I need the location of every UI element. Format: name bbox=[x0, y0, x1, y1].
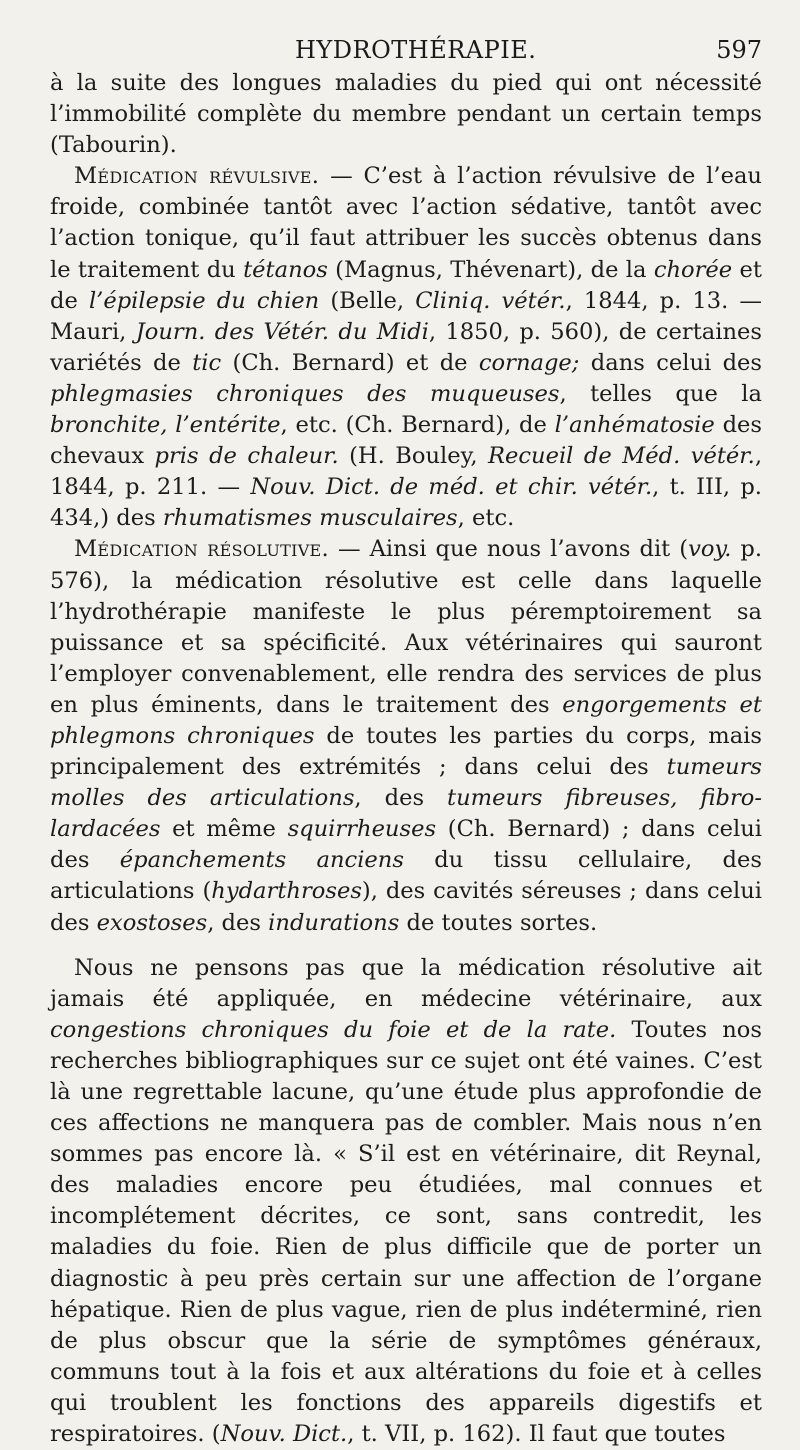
italic-text: tic bbox=[192, 349, 222, 376]
page-header bbox=[50, 28, 762, 68]
italic-text: engorgements et phlegmons chroniques bbox=[50, 691, 762, 749]
text-run: et de bbox=[50, 256, 762, 314]
paragraph-tabourin bbox=[50, 68, 762, 161]
text-run: , etc. bbox=[457, 505, 515, 532]
text-run: Nous ne pensons pas que la médication résolutive ait jamais été appliquée, en médecine vétérinaire, aux bbox=[50, 954, 762, 1012]
text-run: , 1844, p. 211. — bbox=[50, 443, 762, 501]
text-run: (Ch. Bernard) ; dans celui des bbox=[50, 816, 762, 874]
text-run: de toutes les parties du corps, mais principalement des extrémités ; dans celui des bbox=[50, 722, 763, 781]
italic-text: Cliniq. vétér. bbox=[415, 287, 566, 314]
text-run: Toutes nos recherches bibliographiques sur ce sujet ont été vaines. C’est là une regrettable lacune, qu’une étude plus approfondie de ces affections ne manquera pas de combler. Mais nous n’en sommes pas encore là. « S’il est en vétérinaire, dit Reynal, des maladies encore peu étudiées, mal connues et incomplétement décrites, ce sont, sans contredit, les maladies du foie. Rien de plus difficile que de porter un diagnostic à peu près certain sur une affection de l’organe hépatique. Rien de plus vague, rien de plus indéterminé, rien de plus obscur que la série de symptômes généraux, communs tout à la fois et aux altérations du foie et à celles qui troublent les fonctions des appareils digestifs et respiratoires. ( bbox=[50, 1016, 762, 1448]
text-run: , 1850, p. 560), de certaines variétés de bbox=[50, 318, 763, 376]
text-run: — Ainsi que nous l’avons dit ( bbox=[329, 536, 689, 563]
italic-text: voy. bbox=[688, 536, 732, 563]
text-run: du tissu cellulaire, des articulations ( bbox=[50, 847, 762, 905]
italic-text: congestions chroniques du foie et de la rate. bbox=[50, 1016, 617, 1043]
paragraph-medication-revulsive bbox=[50, 161, 762, 534]
italic-text: tumeurs molles des articulations bbox=[50, 754, 762, 812]
italic-text: indurations bbox=[268, 909, 400, 936]
text-run: (Magnus, Thévenart), de la bbox=[327, 256, 654, 283]
italic-text: squirrheuses bbox=[287, 816, 437, 843]
italic-text: chorée bbox=[653, 256, 733, 283]
section-heading-revulsive: Médication révulsive. bbox=[74, 163, 320, 190]
text-run: — C’est à l’action révulsive de l’eau froide, combinée tantôt avec l’action sédative, tantôt avec l’action tonique, qu’il faut attribuer les succès obtenus dans le traitement du bbox=[50, 163, 762, 283]
italic-text: bronchite, l’entérite bbox=[50, 412, 281, 439]
text-run: p. 576), la médication résolutive est celle dans laquelle l’hydrothérapie manifeste le plus péremptoirement sa puissance et sa spécificité. Aux vétérinaires qui sauront l’employer convenablement, elle rendra des services de plus en plus éminents, dans le traitement des bbox=[50, 536, 762, 718]
text-run: , 1844, p. 13. — Mauri, bbox=[50, 287, 762, 345]
text-run: dans celui des bbox=[579, 349, 762, 376]
italic-text: Nouv. Dict. bbox=[220, 1421, 348, 1448]
text-run: (Ch. Bernard) et de bbox=[221, 349, 479, 376]
italic-text: cornage; bbox=[478, 349, 580, 376]
text-run: , des bbox=[207, 909, 269, 936]
text-run: , etc. (Ch. Bernard), de bbox=[280, 412, 555, 439]
paragraph-congestions-foie bbox=[50, 953, 762, 1450]
paragraph-medication-resolutive bbox=[50, 534, 762, 938]
italic-text: l’anhématosie bbox=[554, 412, 715, 439]
text-run: à la suite des longues maladies du pied qui ont nécessité l’immobilité complète du membre pendant un certain temps (Tabourin). bbox=[50, 70, 762, 159]
italic-text: tétanos bbox=[243, 256, 328, 283]
running-head: HYDROTHÉRAPIE. bbox=[295, 36, 537, 64]
italic-text: tumeurs fibreuses, fibro-lardacées bbox=[50, 785, 762, 843]
italic-text: rhumatismes musculaires bbox=[162, 505, 458, 532]
text-run: , des bbox=[354, 785, 448, 812]
text-run: des chevaux bbox=[50, 412, 762, 470]
italic-text: épanchements anciens bbox=[119, 847, 404, 874]
italic-text: exostoses bbox=[96, 909, 208, 936]
italic-text: pris de chaleur. bbox=[154, 443, 339, 470]
page-number: 597 bbox=[716, 36, 762, 64]
text-run: ), des cavités séreuses ; dans celui des bbox=[50, 878, 762, 936]
text-run: , t. III, p. 434,) des bbox=[50, 474, 762, 532]
text-run: , telles que la bbox=[559, 380, 762, 407]
text-run: et même bbox=[160, 816, 288, 843]
italic-text: Recueil de Méd. vétér. bbox=[488, 443, 755, 470]
text-run: de toutes sortes. bbox=[399, 909, 598, 936]
italic-text: hydarthroses bbox=[211, 878, 362, 905]
italic-text: Journ. des Vétér. du Midi bbox=[135, 318, 429, 345]
text-run: , t. VII, p. 162). Il faut que toutes bbox=[347, 1421, 726, 1448]
text-run: (Belle, bbox=[319, 287, 416, 314]
section-heading-resolutive: Médication résolutive. bbox=[74, 536, 330, 563]
italic-text: l’épilepsie du chien bbox=[88, 287, 320, 314]
italic-text: Nouv. Dict. de méd. et chir. vétér. bbox=[250, 474, 653, 501]
italic-text: phlegmasies chroniques des muqueuses bbox=[50, 380, 560, 407]
text-run: (H. Bouley, bbox=[338, 443, 488, 470]
